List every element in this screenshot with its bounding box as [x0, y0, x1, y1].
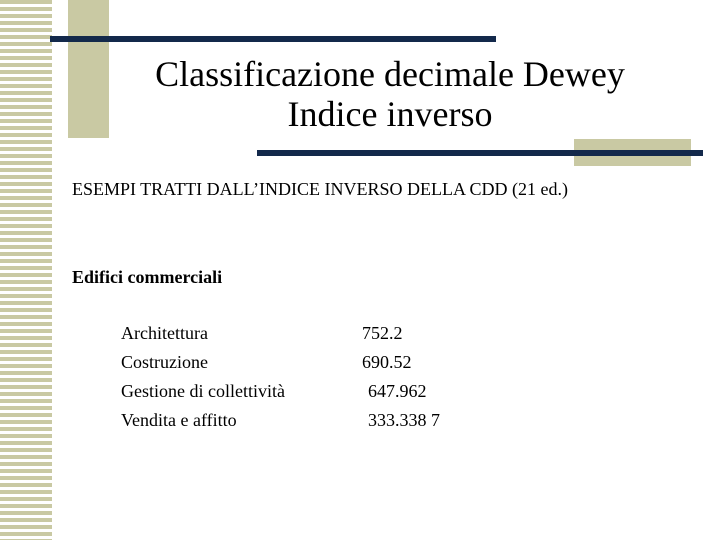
entry-label: Architettura: [121, 323, 208, 343]
slide-title-line-2: Indice inverso: [287, 94, 493, 134]
entry-code: 333.338 7: [368, 410, 440, 430]
slide-title-line-1: Classificazione decimale Dewey: [155, 54, 625, 94]
entry-code: 647.962: [368, 381, 427, 401]
section-heading: Edifici commerciali: [72, 267, 223, 287]
entry-code: 690.52: [362, 352, 412, 372]
slide-subtitle: ESEMPI TRATTI DALL’INDICE INVERSO DELLA CDD (21 ed.): [72, 179, 568, 199]
entry-label: Costruzione: [121, 352, 208, 372]
slide-title: [120, 54, 660, 134]
entry-code: 752.2: [362, 323, 403, 343]
decorative-beige-block-top: [68, 0, 109, 138]
entry-label: Vendita e affitto: [121, 410, 237, 430]
decorative-navy-line-top: [50, 36, 496, 42]
decorative-navy-line-bottom: [257, 150, 703, 156]
entry-label: Gestione di collettività: [121, 381, 285, 401]
decorative-stripe-bar: [0, 0, 52, 540]
